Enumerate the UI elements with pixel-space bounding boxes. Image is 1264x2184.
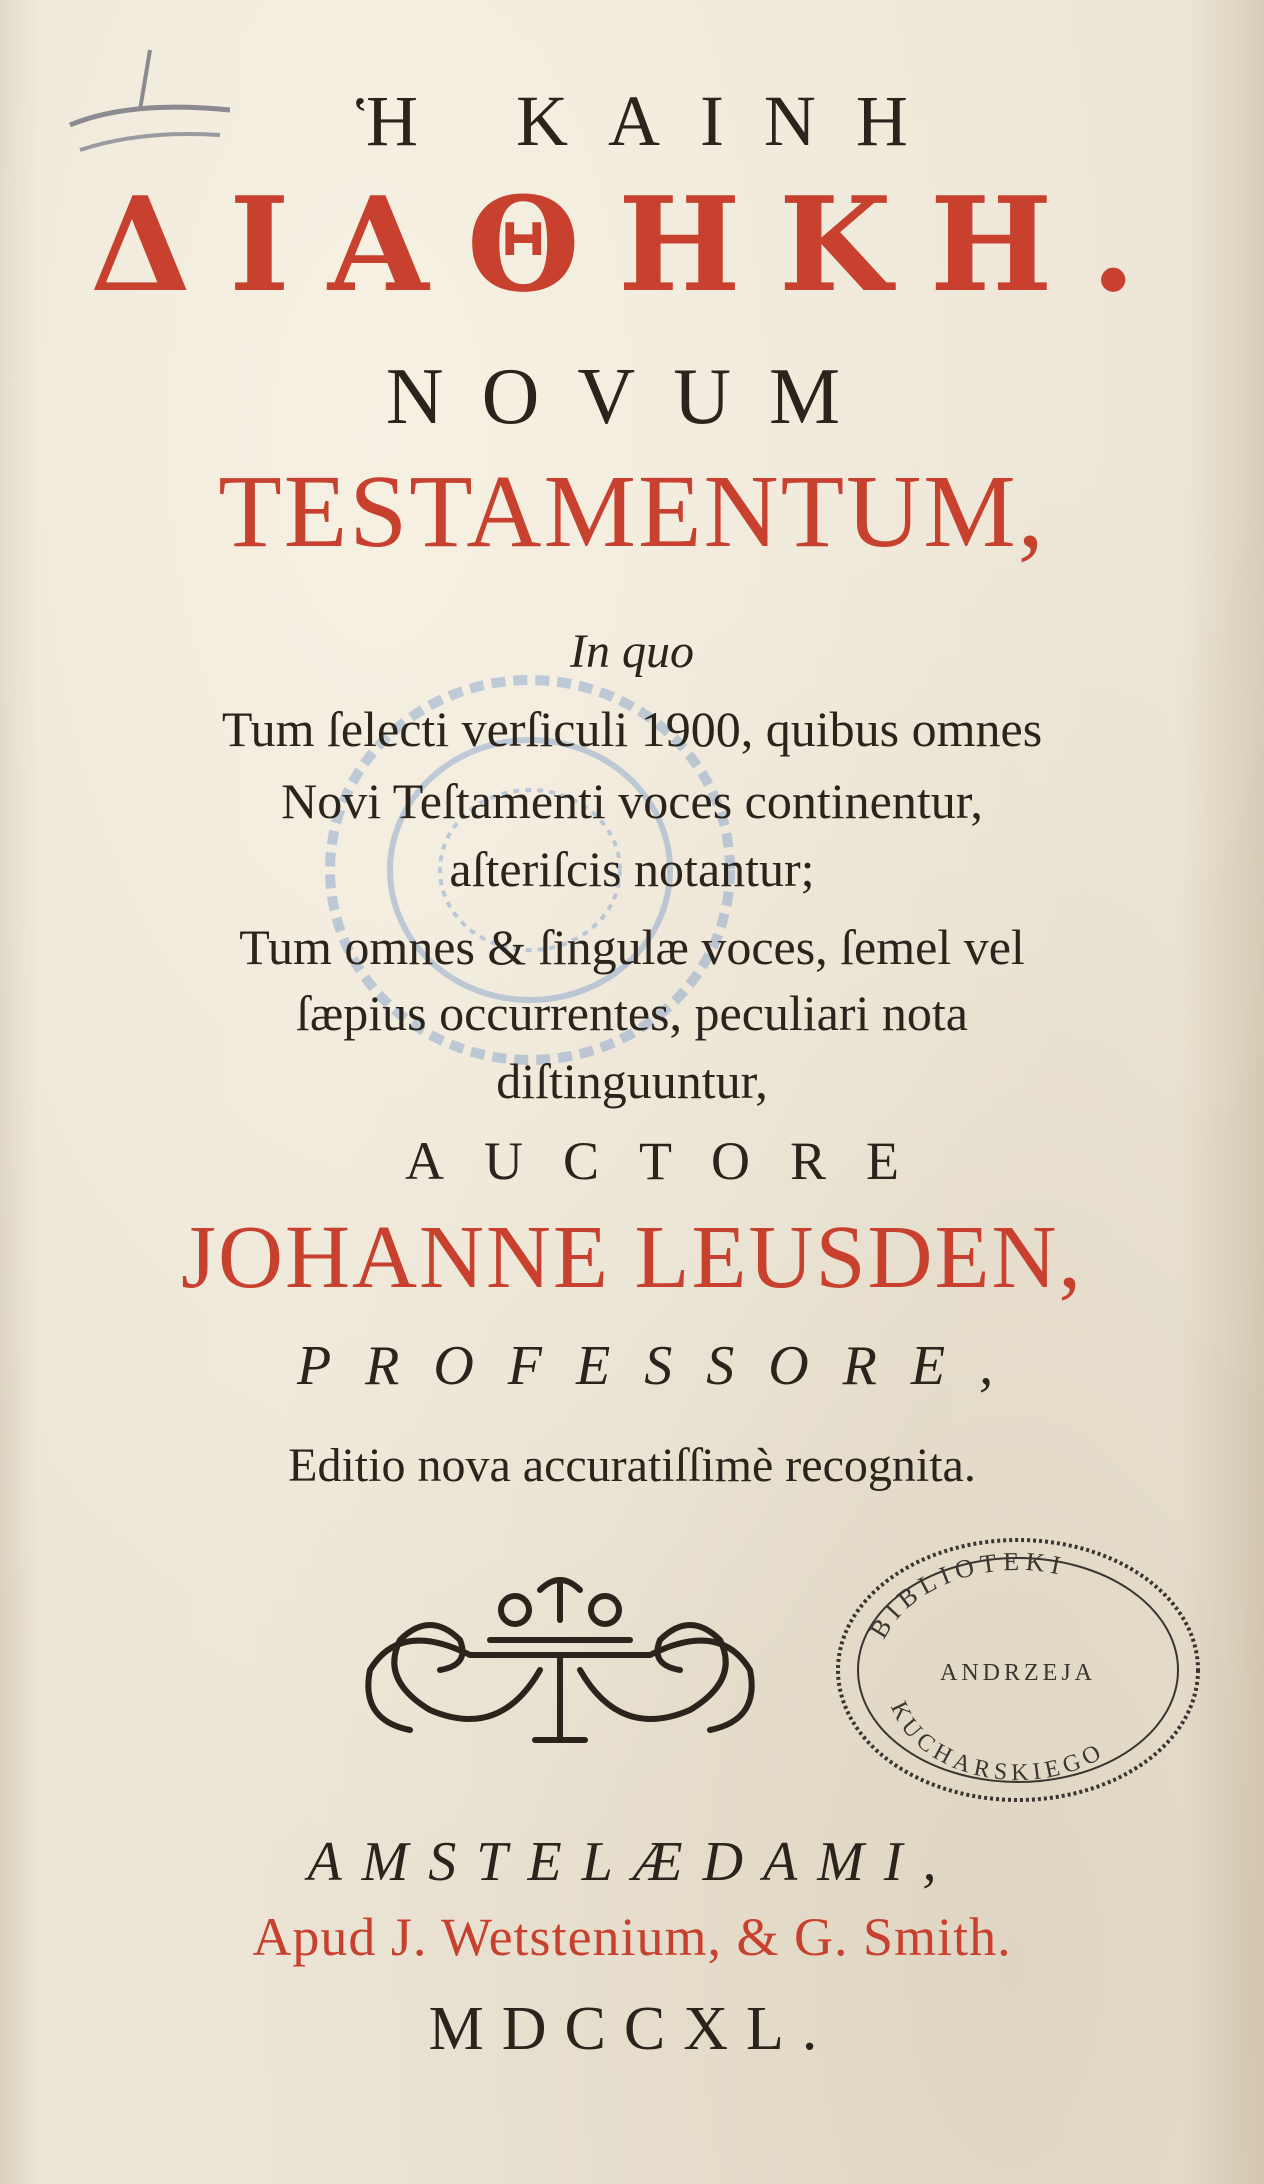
library-oval-stamp-icon — [818, 1520, 1218, 1820]
description-line-4: Tum omnes & ſingulæ voces, ſemel vel — [239, 919, 1025, 975]
printers-ornament-icon — [340, 1560, 780, 1760]
description-line-6: diſtinguuntur, — [496, 1053, 768, 1109]
greek-title-line-1: Ἡ ΚΑΙΝΗ — [356, 81, 948, 161]
imprint-year: MDCCXL. — [428, 1995, 836, 2063]
edition-line: Editio nova accuratiſſimè recognita. — [288, 1439, 976, 1492]
svg-text:KUCHARSKIEGO: KUCHARSKIEGO — [885, 1697, 1110, 1787]
latin-title-line-2: TESTAMENTUM, — [218, 454, 1046, 569]
latin-title-line-1: NOVUM — [385, 353, 879, 441]
description-line-1: Tum ſelecti verſiculi 1900, quibus omnes — [221, 701, 1043, 757]
auctore-line: AUCTORE — [404, 1131, 940, 1191]
imprint-publisher: Apud J. Wetstenium, & G. Smith. — [252, 1907, 1012, 1967]
description-line-5: ſæpius occurrentes, peculiari nota — [296, 985, 968, 1041]
author-name: JOHANNE LEUSDEN, — [181, 1208, 1083, 1307]
svg-text:ANDRZEJA: ANDRZEJA — [940, 1660, 1096, 1686]
professore-line: PROFESSORE, — [296, 1335, 1028, 1397]
greek-title-line-2: ΔΙΑΘΗΚΗ. — [90, 168, 1174, 321]
description-line-2: Novi Teſtamenti voces continentur, — [281, 773, 983, 829]
in-quo-line: In quo — [570, 625, 694, 678]
description-line-3: aſteriſcis notantur; — [449, 841, 815, 897]
svg-text:BIBLIOTEKI: BIBLIOTEKI — [863, 1546, 1069, 1644]
imprint-place: AMSTELÆDAMI, — [307, 1831, 957, 1893]
